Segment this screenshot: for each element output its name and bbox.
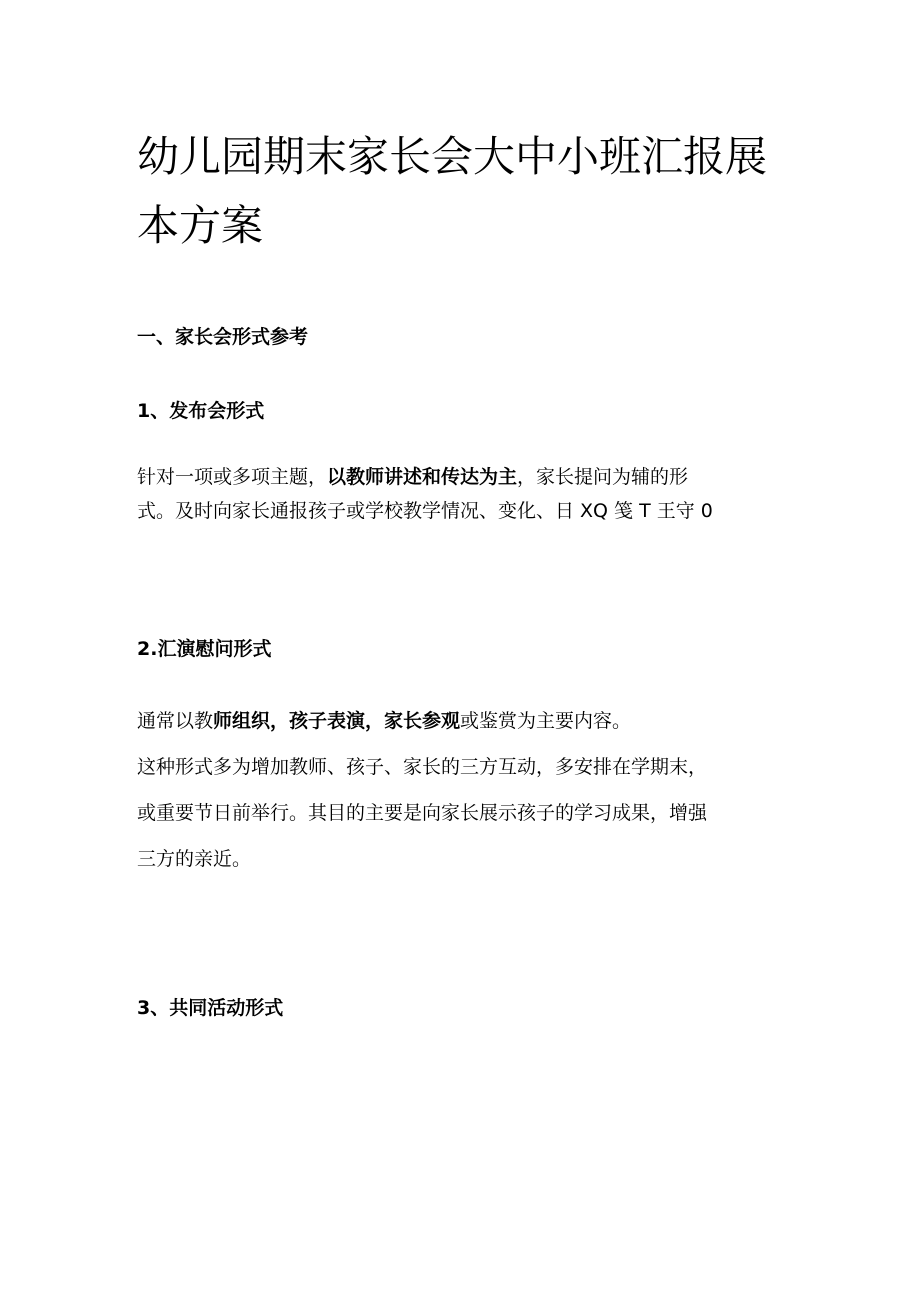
item-2-paragraph-2-line-3: 三方的亲近。 bbox=[137, 848, 252, 870]
item-1-paragraph bbox=[137, 460, 713, 528]
item-1-text-a: 针对一项或多项主题， bbox=[137, 466, 328, 488]
item-2-paragraph-2 bbox=[137, 750, 707, 876]
item-heading-3: 3、共同活动形式 bbox=[137, 997, 284, 1019]
item-2-paragraph-1-line-1 bbox=[137, 704, 631, 738]
item-2-text-a: 通常以教 bbox=[137, 710, 214, 732]
item-heading-1: 1、发布会形式 bbox=[137, 400, 265, 422]
document-title bbox=[137, 122, 797, 260]
item-1-text-bold: 以教师讲述和传达为主 bbox=[327, 466, 518, 488]
item-1-paragraph-line-2: 式。及时向家长通报孩子或学校教学情况、变化、日 XQ 笺 T 王守 0 bbox=[137, 500, 713, 522]
title-line-2: 本方案 bbox=[137, 201, 264, 250]
item-2-text-c: 或鉴赏为主要内容。 bbox=[460, 710, 632, 732]
item-2-paragraph-2-line-1: 这种形式多为增加教师、孩子、家长的三方互动，多安排在学期末， bbox=[137, 756, 708, 778]
item-2-text-bold: 师组织，孩子表演，家长参观 bbox=[213, 710, 461, 732]
item-2-paragraph-1 bbox=[137, 704, 631, 738]
item-1-text-c: ，家长提问为辅的形 bbox=[517, 466, 689, 488]
item-heading-2: 2.汇演慰问形式 bbox=[137, 638, 272, 660]
section-heading-1: 一、家长会形式参考 bbox=[137, 326, 309, 348]
title-line-1: 幼儿园期末家长会大中小班汇报展 bbox=[137, 132, 768, 181]
item-1-paragraph-line-1 bbox=[137, 460, 713, 494]
item-2-paragraph-2-line-2: 或重要节日前举行。其目的主要是向家长展示孩子的学习成果，增强 bbox=[137, 802, 708, 824]
